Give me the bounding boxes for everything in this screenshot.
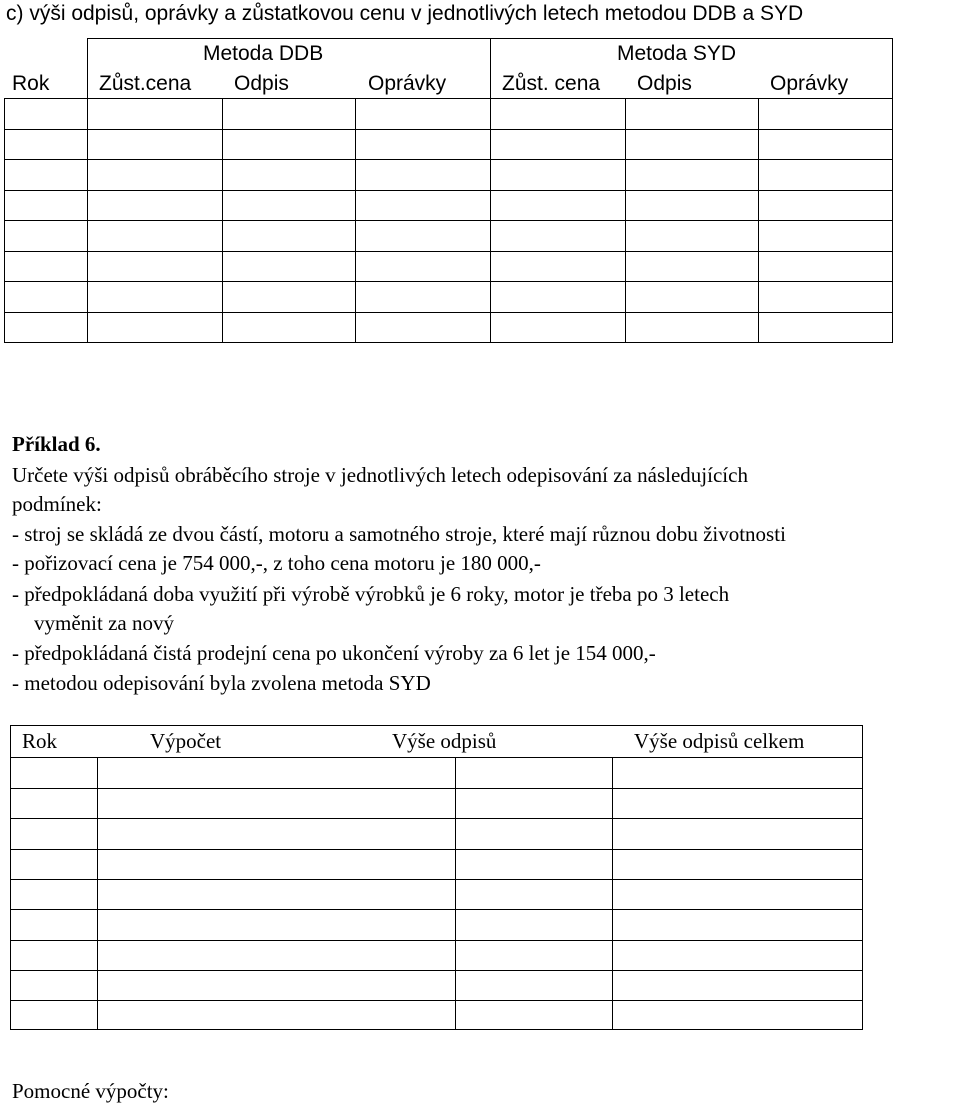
helper-calculations-label: Pomocné výpočty: <box>12 1079 169 1103</box>
column-header-vyse-odpisu: Výše odpisů <box>392 729 497 753</box>
example-intro-line2: podmínek: <box>12 492 102 516</box>
group-header-syd: Metoda SYD <box>617 42 737 65</box>
condition-item: - stroj se skládá ze dvou částí, motoru a samotného stroje, které mají různou dobu životnosti <box>12 522 786 546</box>
group-header-ddb: Metoda DDB <box>203 42 324 65</box>
column-header-opravky-ddb: Oprávky <box>368 72 447 95</box>
condition-item: - pořizovací cena je 754 000,-, z toho cena motoru je 180 000,- <box>12 551 541 575</box>
column-header-zust-cena-ddb: Zůst.cena <box>99 72 192 95</box>
example-intro-line1: Určete výši odpisů obráběcího stroje v jednotlivých letech odepisování za následujících <box>12 463 748 487</box>
section-heading: c) výši odpisů, oprávky a zůstatkovou cenu v jednotlivých letech metodou DDB a SYD <box>6 2 804 25</box>
column-header-odpis-ddb: Odpis <box>234 72 289 95</box>
condition-item: - předpokládaná doba využití při výrobě výrobků je 6 roky, motor je třeba po 3 letech <box>12 582 730 606</box>
example-title: Příklad 6. <box>12 432 101 456</box>
column-header-vypocet: Výpočet <box>150 729 222 753</box>
condition-item: - metodou odepisování byla zvolena metoda SYD <box>12 671 431 695</box>
column-header-vyse-odpisu-celkem: Výše odpisů celkem <box>634 729 805 753</box>
condition-item: vyměnit za nový <box>34 611 174 635</box>
column-header-rok: Rok <box>22 729 58 753</box>
column-header-zust-cena-syd: Zůst. cena <box>502 72 601 95</box>
condition-item: - předpokládaná čistá prodejní cena po ukončení výroby za 6 let je 154 000,- <box>12 641 656 665</box>
column-header-odpis-syd: Odpis <box>637 72 692 95</box>
column-header-opravky-syd: Oprávky <box>770 72 849 95</box>
column-header-rok: Rok <box>12 72 50 95</box>
